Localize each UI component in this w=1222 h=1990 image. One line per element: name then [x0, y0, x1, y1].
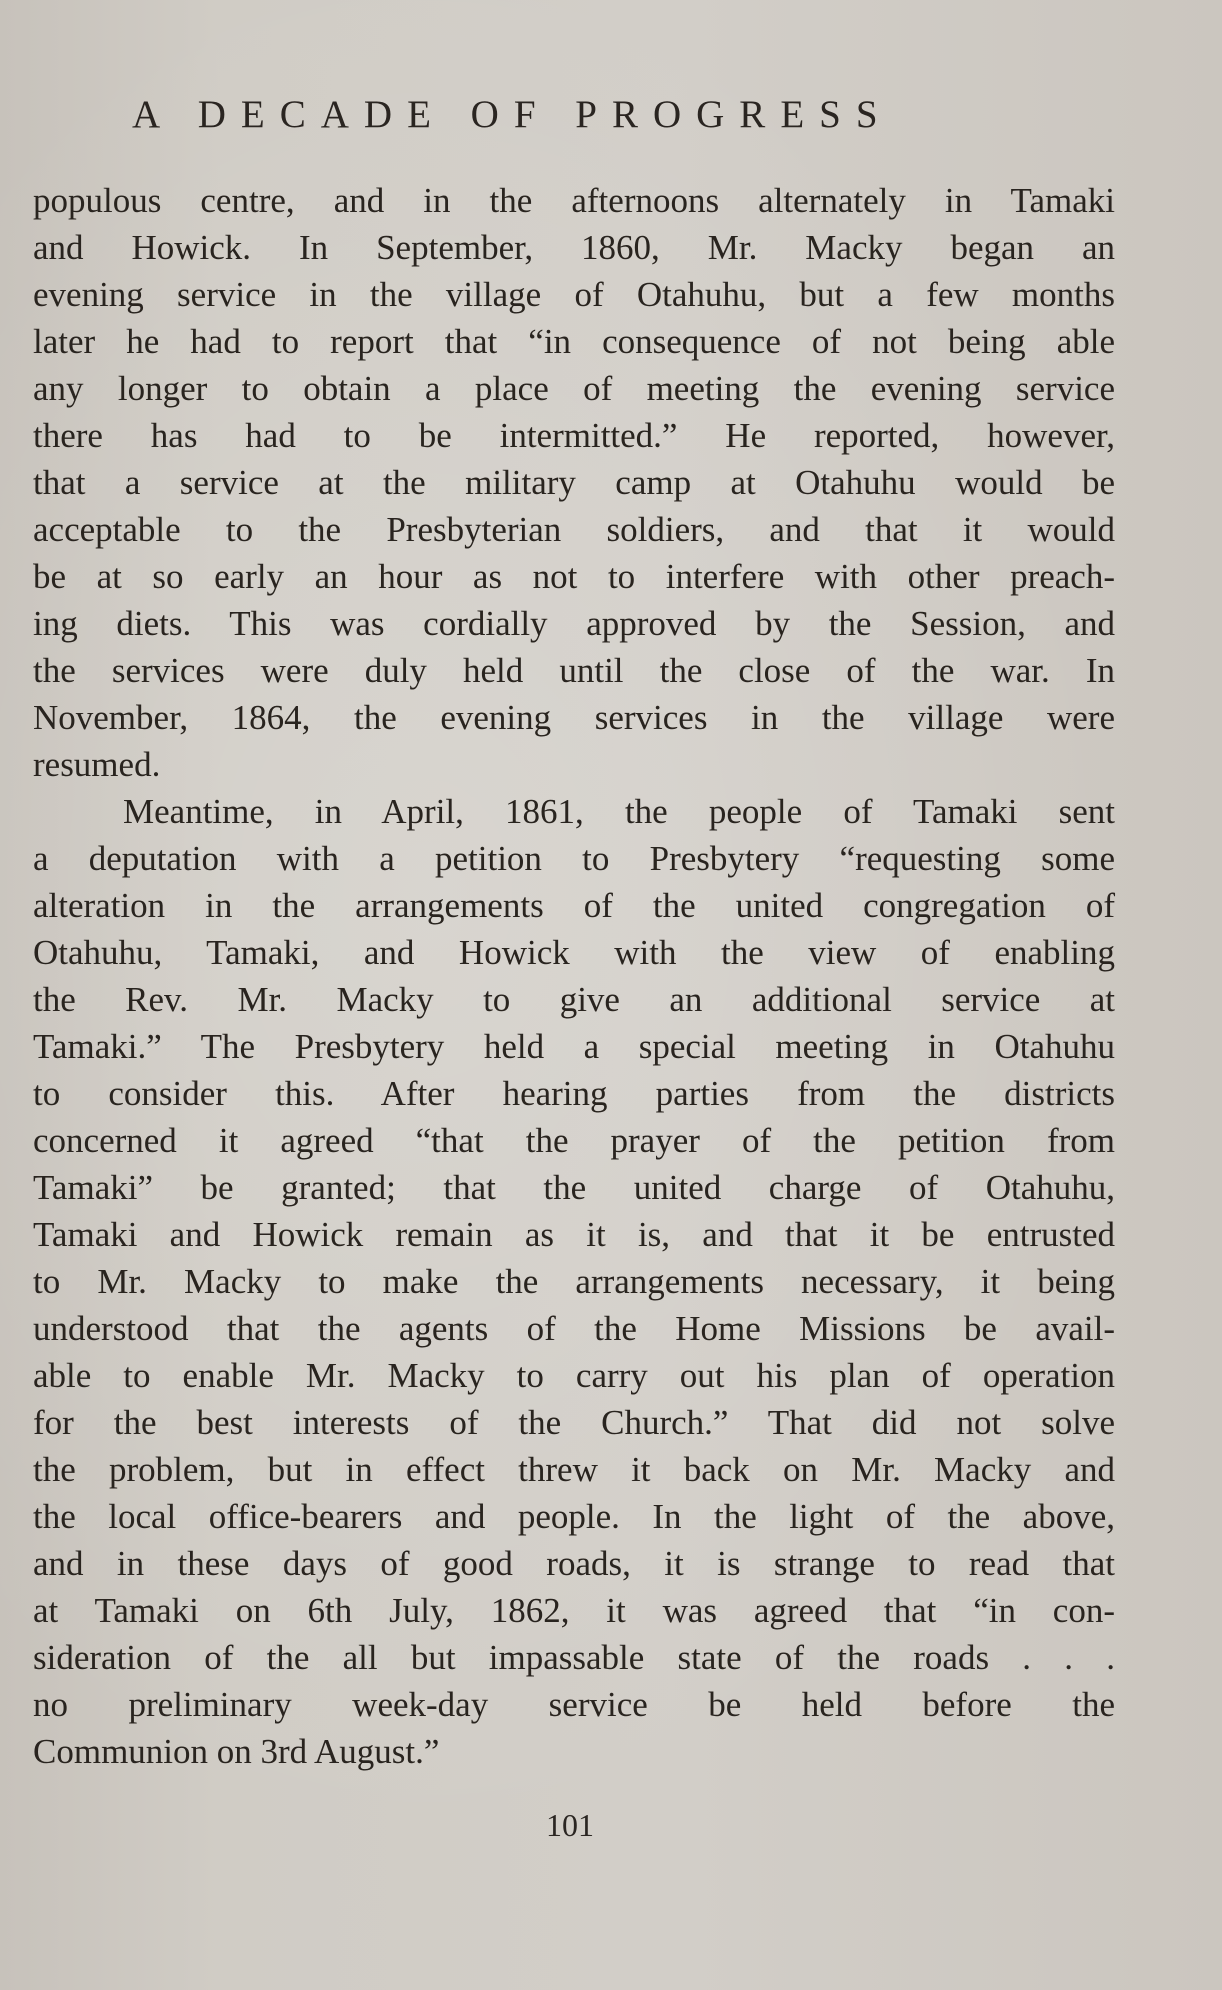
text-line: Tamaki.” The Presbytery held a special meeting in Otahuhu: [33, 1027, 1115, 1066]
text-line: populous centre, and in the afternoons alternately in Tamaki: [33, 181, 1115, 220]
text-line: Otahuhu, Tamaki, and Howick with the view of enabling: [33, 933, 1115, 972]
text-line: any longer to obtain a place of meeting the evening service: [33, 369, 1115, 408]
text-line: Communion on 3rd August.”: [33, 1732, 440, 1771]
text-line: evening service in the village of Otahuhu, but a few months: [33, 275, 1115, 314]
text-line: acceptable to the Presbyterian soldiers, and that it would: [33, 510, 1115, 549]
text-line: understood that the agents of the Home Missions be avail-: [33, 1309, 1115, 1348]
body-text: [33, 177, 1115, 1775]
running-head: A DECADE OF PROGRESS: [132, 93, 893, 136]
text-line: be at so early an hour as not to interfere with other preach-: [33, 557, 1115, 596]
text-line: to Mr. Macky to make the arrangements necessary, it being: [33, 1262, 1115, 1301]
text-line: the local office-bearers and people. In the light of the above,: [33, 1497, 1115, 1536]
text-line: Tamaki” be granted; that the united charge of Otahuhu,: [33, 1168, 1115, 1207]
text-line: Tamaki and Howick remain as it is, and that it be entrusted: [33, 1215, 1115, 1254]
text-line: Meantime, in April, 1861, the people of Tamaki sent: [123, 792, 1115, 831]
text-line: November, 1864, the evening services in the village were: [33, 698, 1115, 737]
text-line: ing diets. This was cordially approved by the Session, and: [33, 604, 1115, 643]
paragraph-1: [33, 177, 1115, 788]
page-number: 101: [546, 1807, 594, 1843]
text-line: and in these days of good roads, it is strange to read that: [33, 1544, 1115, 1583]
text-line: to consider this. After hearing parties from the districts: [33, 1074, 1115, 1113]
text-line: there has had to be intermitted.” He reported, however,: [33, 416, 1115, 455]
text-line: resumed.: [33, 745, 161, 784]
text-line: alteration in the arrangements of the united congregation of: [33, 886, 1115, 925]
text-line: able to enable Mr. Macky to carry out his plan of operation: [33, 1356, 1115, 1395]
text-line: no preliminary week-day service be held before the: [33, 1685, 1115, 1724]
text-line: and Howick. In September, 1860, Mr. Macky began an: [33, 228, 1115, 267]
text-line: concerned it agreed “that the prayer of the petition from: [33, 1121, 1115, 1160]
text-line: at Tamaki on 6th July, 1862, it was agreed that “in con-: [33, 1591, 1115, 1630]
text-line: sideration of the all but impassable state of the roads . . .: [33, 1638, 1115, 1677]
text-line: the services were duly held until the close of the war. In: [33, 651, 1115, 690]
text-line: a deputation with a petition to Presbytery “requesting some: [33, 839, 1115, 878]
text-line: the Rev. Mr. Macky to give an additional service at: [33, 980, 1115, 1019]
text-line: the problem, but in effect threw it back on Mr. Macky and: [33, 1450, 1115, 1489]
paragraph-2: [33, 788, 1115, 1775]
text-line: that a service at the military camp at Otahuhu would be: [33, 463, 1115, 502]
text-line: for the best interests of the Church.” That did not solve: [33, 1403, 1115, 1442]
text-line: later he had to report that “in consequence of not being able: [33, 322, 1115, 361]
